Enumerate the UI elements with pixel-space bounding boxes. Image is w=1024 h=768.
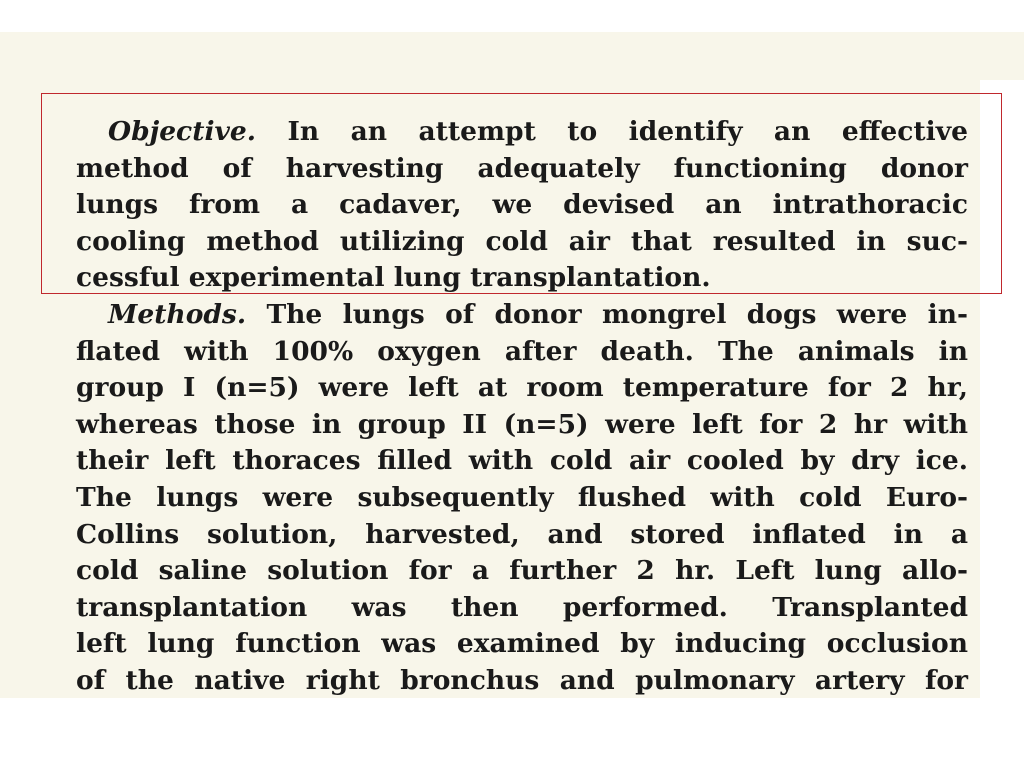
objective-label: Objective. xyxy=(108,116,256,147)
methods-line-6: The lungs were subsequently flushed with cold Euro- xyxy=(76,481,968,513)
scan-margin xyxy=(980,80,1024,698)
methods-line-2: flated with 100% oxygen after death. The animals in xyxy=(76,335,968,367)
methods-line-11: of the native right bronchus and pulmonary artery for xyxy=(76,664,968,696)
objective-line-4: cooling method utilizing cold air that resulted in suc- xyxy=(76,225,968,257)
abstract-text xyxy=(76,114,968,700)
objective-line-3: lungs from a cadaver, we devised an intrathoracic xyxy=(76,189,968,221)
methods-label: Methods. xyxy=(108,298,247,330)
methods-line-1: Methods. The lungs of donor mongrel dogs were in- xyxy=(108,298,968,330)
methods-line-10: left lung function was examined by inducing occlusion xyxy=(76,628,968,660)
objective-line-5: cessful experimental lung transplantation. xyxy=(76,262,711,294)
methods-line-4: whereas those in group II (n=5) were left for 2 hr with xyxy=(76,408,968,440)
methods-line-8: cold saline solution for a further 2 hr. Left lung allo- xyxy=(76,555,968,587)
methods-line-7: Collins solution, harvested, and stored inflated in a xyxy=(76,518,968,550)
objective-line-2: method of harvesting adequately functioning donor xyxy=(76,152,968,184)
objective-line-1: Objective. In an attempt to identify an effective xyxy=(108,116,968,147)
methods-line-9: transplantation was then performed. Transplanted xyxy=(76,591,968,623)
methods-line-3: group I (n=5) were left at room temperature for 2 hr, xyxy=(76,372,968,404)
methods-line-5: their left thoraces filled with cold air cooled by dry ice. xyxy=(76,445,968,477)
